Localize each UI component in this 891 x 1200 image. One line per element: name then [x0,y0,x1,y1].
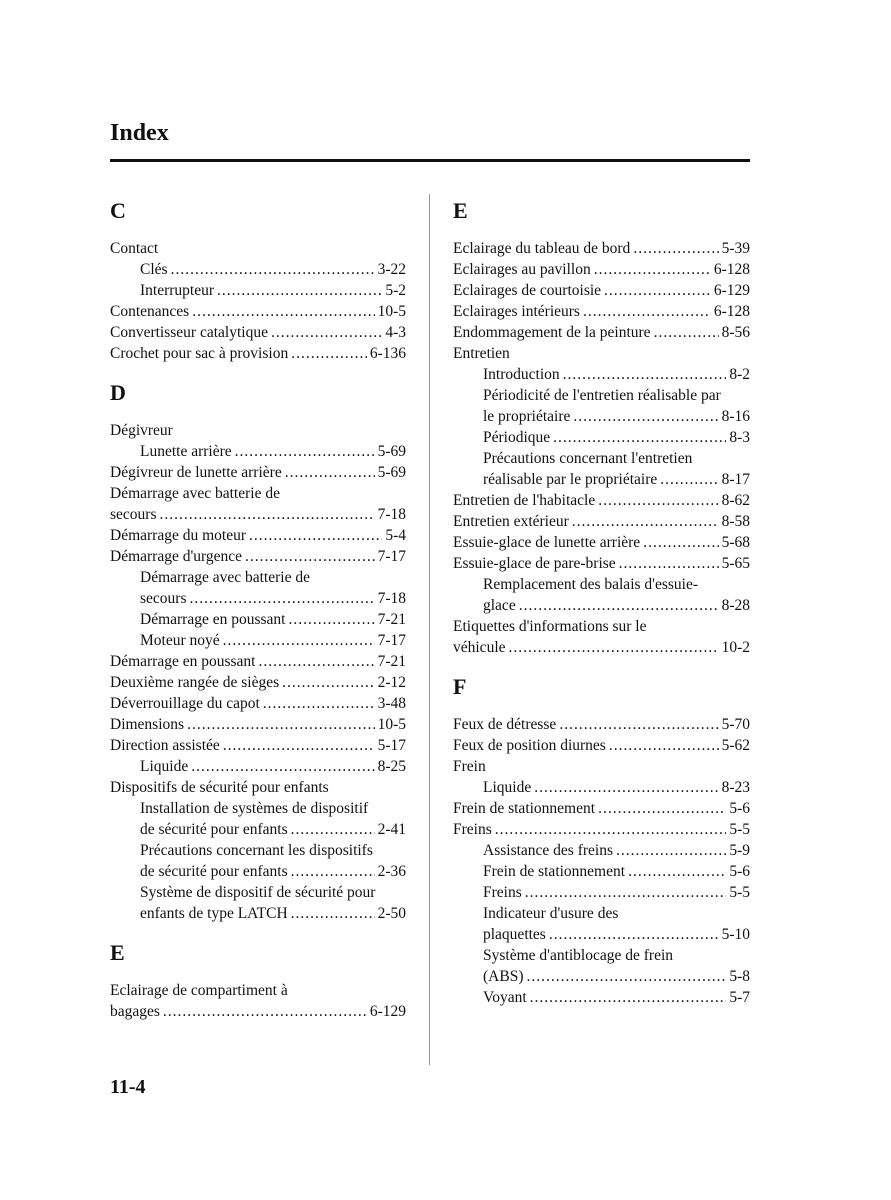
dot-leader [598,798,726,819]
entry-text: (ABS) [483,968,524,985]
entry-page-ref: 5-9 [729,842,750,859]
entry-page-ref: 3-22 [377,261,406,278]
index-entry [453,238,750,259]
entry-text: réalisable par le propriétaire [483,471,658,488]
index-entry [453,735,750,756]
index-subentry [110,840,406,861]
dot-leader [525,882,727,903]
entry-text: Deuxième rangée de sièges [110,674,280,691]
index-entry [453,259,750,280]
index-entry [110,504,406,525]
entry-text: Freins [483,884,522,901]
dot-leader [285,462,375,483]
entry-text: Dispositifs de sécurité pour enfants [110,779,329,796]
dot-leader [171,259,375,280]
entry-text: Crochet pour sac à provision [110,345,289,362]
entry-text: de sécurité pour enfants [140,821,288,838]
entry-text: Périodique [483,429,551,446]
entry-page-ref: 5-6 [729,863,750,880]
entry-text: Clés [140,261,168,278]
entry-page-ref: 8-62 [721,492,750,509]
entry-text: Entretien [453,345,510,362]
entry-page-ref: 5-6 [729,800,750,817]
entry-page-ref: 5-39 [721,240,750,257]
dot-leader [598,490,718,511]
dot-leader [291,343,367,364]
index-subentry [453,924,750,945]
index-subentry [453,406,750,427]
entry-text: Indicateur d'usure des [483,905,619,922]
dot-leader [519,595,719,616]
entry-page-ref: 7-21 [377,653,406,670]
entry-page-ref: 5-69 [377,443,406,460]
section-letter: D [110,380,126,405]
index-entry [110,651,406,672]
dot-leader [223,630,375,651]
index-entry [453,756,750,777]
entry-page-ref: 5-10 [721,926,750,943]
dot-leader [495,819,727,840]
entry-text: Essuie-glace de lunette arrière [453,534,641,551]
entry-text: Contact [110,240,159,257]
index-subentry [453,903,750,924]
index-entry [453,714,750,735]
index-subentry [110,903,406,924]
entry-text: Liquide [140,758,189,775]
entry-text: le propriétaire [483,408,571,425]
dot-leader [509,637,719,658]
index-column-left [110,196,406,1022]
index-entry [453,637,750,658]
dot-leader [604,280,711,301]
index-subentry [453,595,750,616]
index-subentry [110,819,406,840]
index-subentry [453,966,750,987]
section-letter: C [110,198,126,223]
index-subentry [453,427,750,448]
entry-page-ref: 5-69 [377,464,406,481]
entry-page-ref: 6-128 [713,303,750,320]
index-entry [110,343,406,364]
entry-text: Feux de détresse [453,716,557,733]
entry-text: Périodicité de l'entretien réalisable par [483,387,721,404]
entry-page-ref: 8-3 [729,429,750,446]
dot-leader [223,735,375,756]
index-entry [453,798,750,819]
entry-page-ref: 5-70 [721,716,750,733]
index-subentry [110,882,406,903]
entry-page-ref: 5-5 [729,821,750,838]
entry-text: Lunette arrière [140,443,232,460]
entry-text: Remplacement des balais d'essuie- [483,576,698,593]
entry-text: Moteur noyé [140,632,220,649]
index-subentry [453,385,750,406]
entry-page-ref: 7-18 [377,506,406,523]
index-subentry [453,574,750,595]
entry-text: Frein de stationnement [453,800,596,817]
dot-leader [245,546,375,567]
dot-leader [187,714,375,735]
page-number: 11-4 [110,1076,146,1098]
index-subentry [110,630,406,651]
entry-text: véhicule [453,639,506,656]
entry-page-ref: 8-56 [721,324,750,341]
entry-page-ref: 8-16 [721,408,750,425]
section-letter: E [453,198,468,223]
entry-text: Feux de position diurnes [453,737,606,754]
dot-leader [616,840,726,861]
entry-text: glace [483,597,516,614]
entry-page-ref: 7-17 [377,632,406,649]
entry-text: Voyant [483,989,527,1006]
dot-leader [271,322,382,343]
index-subentry [110,588,406,609]
section-letter: F [453,674,467,699]
entry-text: Eclairage du tableau de bord [453,240,631,257]
entry-page-ref: 10-5 [377,716,406,733]
dot-leader [559,714,718,735]
entry-text: Eclairages au pavillon [453,261,591,278]
index-entry [110,777,406,798]
entry-page-ref: 8-17 [721,471,750,488]
index-entry [453,616,750,637]
index-subentry [110,756,406,777]
entry-text: Eclairages intérieurs [453,303,580,320]
index-entry [110,420,406,441]
entry-page-ref: 5-17 [377,737,406,754]
index-subentry [110,567,406,588]
entry-text: secours [140,590,187,607]
entry-text: Précautions concernant les dispositifs [140,842,373,859]
entry-text: Direction assistée [110,737,220,754]
dot-leader [594,259,711,280]
entry-text: secours [110,506,157,523]
entry-page-ref: 3-48 [377,695,406,712]
dot-leader [654,322,719,343]
index-subentry [453,364,750,385]
dot-leader [549,924,719,945]
dot-leader [160,504,375,525]
entry-page-ref: 8-23 [721,779,750,796]
index-subentry [110,259,406,280]
index-entry [110,735,406,756]
entry-text: Liquide [483,779,532,796]
entry-page-ref: 8-58 [721,513,750,530]
entry-page-ref: 7-18 [377,590,406,607]
index-entry [453,280,750,301]
entry-text: Démarrage du moteur [110,527,246,544]
entry-text: de sécurité pour enfants [140,863,288,880]
entry-text: Système d'antiblocage de frein [483,947,674,964]
index-subentry [110,280,406,301]
entry-page-ref: 6-136 [369,345,406,362]
entry-page-ref: 6-129 [713,282,750,299]
dot-leader [282,672,374,693]
entry-text: Assistance des freins [483,842,613,859]
entry-page-ref: 4-3 [385,324,406,341]
entry-text: Dimensions [110,716,185,733]
entry-text: Système de dispositif de sécurité pour [140,884,376,901]
dot-leader [534,777,718,798]
title-rule [110,159,750,162]
entry-text: Frein de stationnement [483,863,626,880]
index-subentry [453,861,750,882]
index-entry [110,1001,406,1022]
entry-text: Essuie-glace de pare-brise [453,555,616,572]
entry-text: Interrupteur [140,282,215,299]
entry-page-ref: 10-2 [721,639,750,656]
entry-page-ref: 2-50 [377,905,406,922]
index-entry [110,462,406,483]
dot-leader [291,861,375,882]
entry-page-ref: 2-41 [377,821,406,838]
dot-leader [643,532,718,553]
dot-leader [192,301,374,322]
dot-leader [563,364,727,385]
index-entry [453,511,750,532]
index-column-right [453,196,750,1008]
dot-leader [526,966,726,987]
index-entry [453,532,750,553]
index-subentry [453,469,750,490]
entry-text: Frein [453,758,486,775]
entry-page-ref: 5-5 [729,884,750,901]
entry-text: Etiquettes d'informations sur le [453,618,647,635]
entry-page-ref: 10-5 [377,303,406,320]
page-title: Index [110,120,169,146]
entry-text: Dégivreur de lunette arrière [110,464,282,481]
index-entry [110,525,406,546]
entry-page-ref: 7-21 [377,611,406,628]
index-entry [110,672,406,693]
entry-text: Précautions concernant l'entretien [483,450,693,467]
index-entry [110,322,406,343]
entry-text: Déverrouillage du capot [110,695,260,712]
entry-text: bagages [110,1003,160,1020]
entry-text: Contenances [110,303,190,320]
entry-text: Démarrage en poussant [110,653,256,670]
entry-text: Eclairages de courtoisie [453,282,602,299]
index-entry [453,322,750,343]
index-entry [453,819,750,840]
dot-leader [660,469,718,490]
index-entry [110,301,406,322]
dot-leader [609,735,719,756]
entry-text: Freins [453,821,492,838]
index-subentry [110,441,406,462]
entry-page-ref: 8-28 [721,597,750,614]
index-entry [453,343,750,364]
dot-leader [249,525,382,546]
index-entry [110,714,406,735]
index-subentry [453,987,750,1008]
index-subentry [453,945,750,966]
index-subentry [453,777,750,798]
entry-text: Démarrage d'urgence [110,548,243,565]
dot-leader [633,238,718,259]
entry-text: Eclairage de compartiment à [110,982,288,999]
index-subentry [110,798,406,819]
entry-page-ref: 5-68 [721,534,750,551]
entry-text: Installation de systèmes de dispositif [140,800,369,817]
entry-text: Démarrage avec batterie de [110,485,280,502]
entry-text: Démarrage en poussant [140,611,286,628]
entry-page-ref: 2-12 [377,674,406,691]
index-subentry [110,609,406,630]
entry-page-ref: 5-65 [721,555,750,572]
entry-text: Dégivreur [110,422,173,439]
dot-leader [553,427,726,448]
dot-leader [619,553,719,574]
entry-page-ref: 7-17 [377,548,406,565]
index-entry [453,490,750,511]
index-entry [453,301,750,322]
entry-page-ref: 6-129 [369,1003,406,1020]
dot-leader [263,693,375,714]
dot-leader [191,756,374,777]
index-subentry [110,861,406,882]
index-subentry [453,840,750,861]
entry-page-ref: 5-7 [729,989,750,1006]
entry-text: Introduction [483,366,560,383]
dot-leader [190,588,375,609]
index-subentry [453,882,750,903]
dot-leader [530,987,727,1008]
index-entry [110,980,406,1001]
dot-leader [235,441,375,462]
dot-leader [258,651,374,672]
section-letter: E [110,940,125,965]
dot-leader [573,406,718,427]
entry-page-ref: 5-4 [385,527,406,544]
dot-leader [572,511,719,532]
entry-text: enfants de type LATCH [140,905,288,922]
index-entry [110,483,406,504]
dot-leader [217,280,382,301]
entry-text: plaquettes [483,926,546,943]
entry-text: Entretien de l'habitacle [453,492,596,509]
entry-page-ref: 6-128 [713,261,750,278]
entry-page-ref: 8-25 [377,758,406,775]
entry-page-ref: 5-2 [385,282,406,299]
dot-leader [163,1001,367,1022]
entry-text: Convertisseur catalytique [110,324,268,341]
dot-leader [291,819,375,840]
index-entry [453,553,750,574]
index-entry [110,546,406,567]
entry-text: Démarrage avec batterie de [140,569,310,586]
index-entry [110,693,406,714]
dot-leader [583,301,711,322]
entry-text: Endommagement de la peinture [453,324,651,341]
entry-page-ref: 5-62 [721,737,750,754]
column-divider [429,194,430,1065]
entry-page-ref: 5-8 [729,968,750,985]
entry-page-ref: 2-36 [377,863,406,880]
dot-leader [628,861,726,882]
dot-leader [291,903,375,924]
entry-text: Entretien extérieur [453,513,569,530]
index-entry [110,238,406,259]
entry-page-ref: 8-2 [729,366,750,383]
dot-leader [288,609,374,630]
index-subentry [453,448,750,469]
